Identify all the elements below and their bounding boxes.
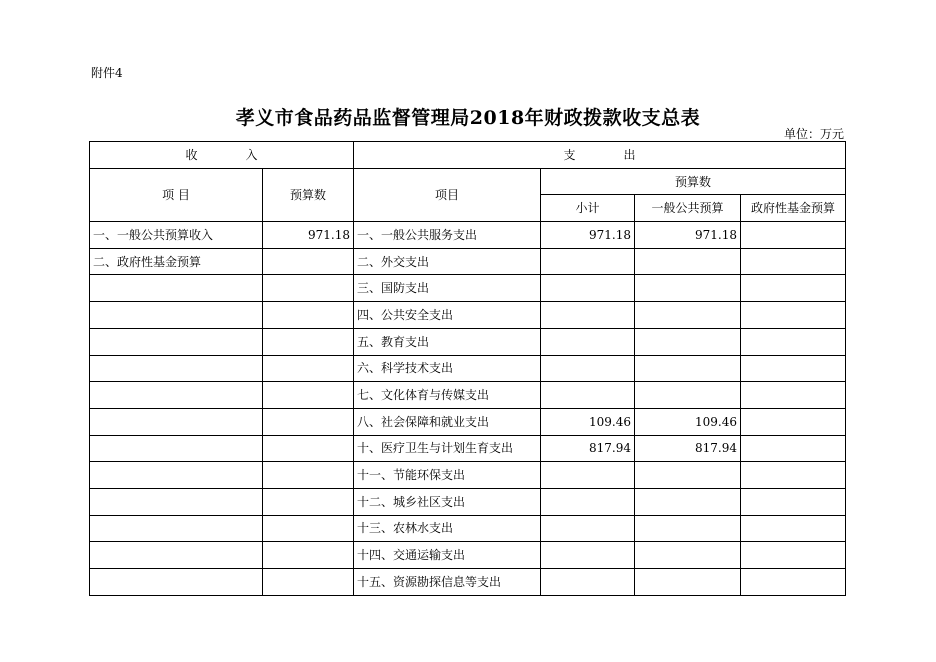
fund-budget-cell [741, 488, 846, 515]
expense-item-cell: 四、公共安全支出 [354, 302, 541, 329]
income-item-cell [90, 569, 263, 596]
income-item-cell: 一、一般公共预算收入 [90, 222, 263, 249]
income-item-cell [90, 542, 263, 569]
income-amount-cell [263, 275, 354, 302]
income-amount-cell [263, 328, 354, 355]
general-budget-cell [635, 569, 741, 596]
subtotal-cell [541, 462, 635, 489]
expense-item-cell: 五、教育支出 [354, 328, 541, 355]
subtotal-cell [541, 328, 635, 355]
table-row [90, 515, 846, 542]
income-amount-cell: 971.18 [263, 222, 354, 249]
income-item-cell [90, 302, 263, 329]
expense-budget-header: 预算数 [541, 168, 846, 195]
general-budget-cell: 817.94 [635, 435, 741, 462]
subtotal-cell [541, 275, 635, 302]
general-budget-header: 一般公共预算 [635, 195, 741, 222]
income-header: 收 入 [90, 142, 354, 169]
income-item-cell [90, 435, 263, 462]
subtotal-cell [541, 488, 635, 515]
expense-item-cell: 十四、交通运输支出 [354, 542, 541, 569]
attachment-label: 附件4 [91, 66, 123, 80]
table-row [90, 542, 846, 569]
income-amount-cell [263, 248, 354, 275]
income-amount-cell [263, 382, 354, 409]
fund-budget-cell [741, 275, 846, 302]
table-row [90, 462, 846, 489]
table-row [90, 248, 846, 275]
table-row [90, 408, 846, 435]
income-amount-cell [263, 355, 354, 382]
income-amount-cell [263, 569, 354, 596]
unit-label: 单位：万元 [783, 127, 844, 141]
income-item-cell [90, 328, 263, 355]
expense-item-cell: 十、医疗卫生与计划生育支出 [354, 435, 541, 462]
table-row [90, 435, 846, 462]
income-item-cell: 二、政府性基金预算 [90, 248, 263, 275]
header-row-2 [90, 168, 846, 195]
expense-item-cell: 六、科学技术支出 [354, 355, 541, 382]
general-budget-cell: 971.18 [635, 222, 741, 249]
income-amount-cell [263, 488, 354, 515]
page-title: 孝义市食品药品监督管理局2018年财政拨款收支总表 [235, 107, 701, 129]
expense-item-cell: 七、文化体育与传媒支出 [354, 382, 541, 409]
fund-budget-cell [741, 248, 846, 275]
fund-budget-header: 政府性基金预算 [741, 195, 846, 222]
fund-budget-cell [741, 542, 846, 569]
general-budget-cell [635, 248, 741, 275]
subtotal-header: 小计 [541, 195, 635, 222]
income-amount-cell [263, 515, 354, 542]
subtotal-cell [541, 515, 635, 542]
expense-item-cell: 十一、节能环保支出 [354, 462, 541, 489]
income-item-cell [90, 382, 263, 409]
budget-table [89, 141, 846, 596]
table-row [90, 569, 846, 596]
fund-budget-cell [741, 462, 846, 489]
table-row [90, 355, 846, 382]
subtotal-cell: 817.94 [541, 435, 635, 462]
income-amount-cell [263, 435, 354, 462]
fund-budget-cell [741, 302, 846, 329]
expense-item-cell: 十五、资源勘探信息等支出 [354, 569, 541, 596]
expense-item-cell: 十二、城乡社区支出 [354, 488, 541, 515]
fund-budget-cell [741, 515, 846, 542]
expense-item-cell: 一、一般公共服务支出 [354, 222, 541, 249]
expense-header: 支 出 [354, 142, 846, 169]
general-budget-cell [635, 328, 741, 355]
table-row [90, 328, 846, 355]
income-amount-cell [263, 542, 354, 569]
income-amount-cell [263, 408, 354, 435]
subtotal-cell: 971.18 [541, 222, 635, 249]
subtotal-cell [541, 542, 635, 569]
header-row-1 [90, 142, 846, 169]
fund-budget-cell [741, 355, 846, 382]
subtotal-cell [541, 355, 635, 382]
subtotal-cell [541, 302, 635, 329]
expense-item-cell: 十三、农林水支出 [354, 515, 541, 542]
expense-item-cell: 三、国防支出 [354, 275, 541, 302]
income-amount-cell [263, 462, 354, 489]
fund-budget-cell [741, 569, 846, 596]
fund-budget-cell [741, 382, 846, 409]
general-budget-cell [635, 462, 741, 489]
fund-budget-cell [741, 408, 846, 435]
general-budget-cell [635, 355, 741, 382]
income-item-header: 项 目 [90, 168, 263, 221]
subtotal-cell [541, 382, 635, 409]
table-row [90, 488, 846, 515]
general-budget-cell [635, 382, 741, 409]
expense-item-header: 项目 [354, 168, 541, 221]
income-item-cell [90, 275, 263, 302]
general-budget-cell [635, 515, 741, 542]
table-row [90, 222, 846, 249]
general-budget-cell: 109.46 [635, 408, 741, 435]
income-amount-cell [263, 302, 354, 329]
general-budget-cell [635, 302, 741, 329]
subtotal-cell [541, 248, 635, 275]
fund-budget-cell [741, 435, 846, 462]
general-budget-cell [635, 542, 741, 569]
expense-item-cell: 八、社会保障和就业支出 [354, 408, 541, 435]
income-item-cell [90, 488, 263, 515]
table-row [90, 275, 846, 302]
income-item-cell [90, 408, 263, 435]
table-row [90, 382, 846, 409]
income-budget-header: 预算数 [263, 168, 354, 221]
income-item-cell [90, 515, 263, 542]
income-item-cell [90, 462, 263, 489]
income-item-cell [90, 355, 263, 382]
table-row [90, 302, 846, 329]
subtotal-cell: 109.46 [541, 408, 635, 435]
expense-item-cell: 二、外交支出 [354, 248, 541, 275]
fund-budget-cell [741, 222, 846, 249]
subtotal-cell [541, 569, 635, 596]
general-budget-cell [635, 488, 741, 515]
fund-budget-cell [741, 328, 846, 355]
general-budget-cell [635, 275, 741, 302]
